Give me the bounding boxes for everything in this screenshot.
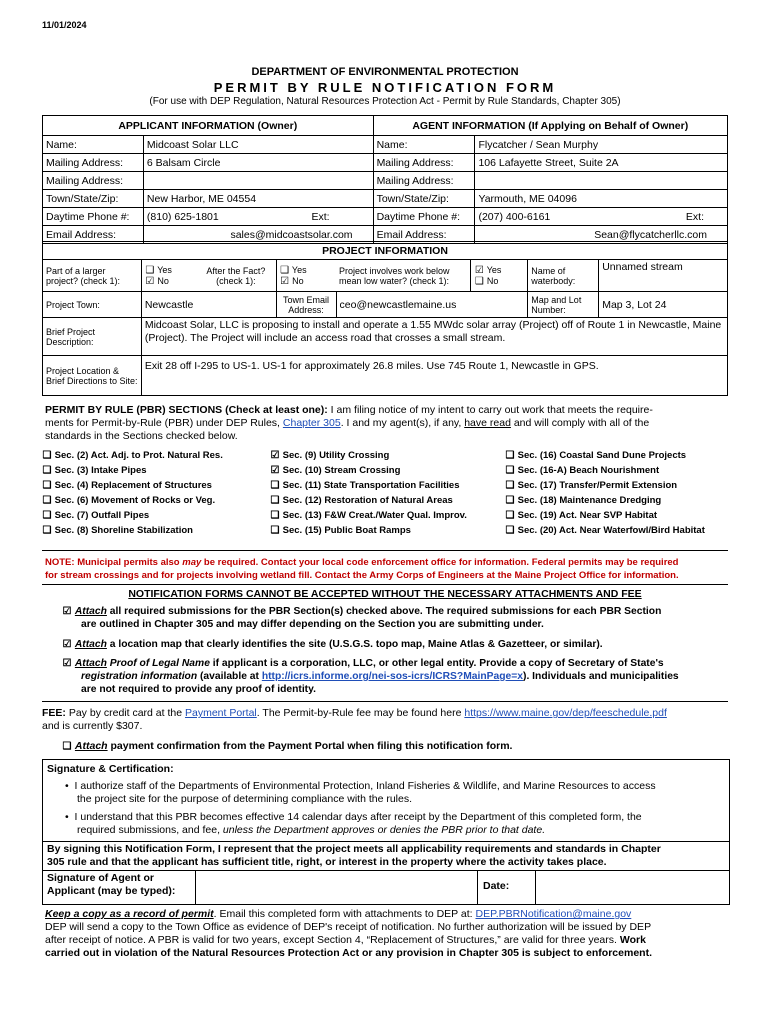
after-fact-options: [276, 260, 336, 292]
form-title: PERMIT BY RULE NOTIFICATION FORM: [213, 80, 557, 95]
agent-mailing-label: Mailing Address:: [373, 154, 475, 172]
after-no-checkbox[interactable]: ☑ No: [280, 275, 304, 287]
footer-text: Keep a copy as a record of permit. Email this completed form with attachments to DEP at: DEP.PBRNotification@maine.gov DEP will send a copy to the Town Office as evidence of DEP's receipt of notification. No further authorization will be issued by DEP after receipt of notice. A PBR is valid for two years, except Section 4, “Replacement of Structures,” are valid for three years. Work carried out in violation of the Natural Resources Protection Act or any provision in Chapter 305 is subject to enforcement.: [45, 908, 652, 959]
signature-field[interactable]: [196, 871, 476, 903]
agent-mailing2-label: Mailing Address:: [373, 172, 475, 190]
agent-ext-label: Ext:: [685, 210, 704, 223]
chapter-305-link[interactable]: Chapter 305: [282, 417, 341, 429]
agent-mailing2-field[interactable]: [475, 172, 728, 190]
location-field[interactable]: Exit 28 off I-295 to US-1. US-1 for approximately 26.8 miles. Use 745 Route 1, Newcastle in GPS.: [141, 356, 727, 396]
divider-fee: [42, 701, 728, 702]
sec-12-checkbox[interactable]: ❑ Sec. (12) Restoration of Natural Areas: [270, 495, 453, 506]
agent-email-label: Email Address:: [373, 226, 475, 244]
attach-item-2: ☑ Attach a location map that clearly identifies the site (U.S.G.S. topo map, Maine Atlas & Gazetteer, or similar).: [62, 639, 603, 650]
payment-portal-link[interactable]: Payment Portal: [184, 707, 257, 719]
sec-6-checkbox[interactable]: ❑ Sec. (6) Movement of Rocks or Veg.: [42, 495, 216, 506]
applicant-mailing-label: Mailing Address:: [43, 154, 144, 172]
applicant-mailing2-field[interactable]: [143, 172, 373, 190]
sos-registration-link[interactable]: http://icrs.informe.org/nei-sos-icrs/ICRS?MainPage=x: [261, 671, 524, 682]
after-yes-checkbox[interactable]: ❑ Yes: [280, 264, 307, 276]
pbr-heading: PERMIT BY RULE (PBR) SECTIONS (Check at least one):: [45, 404, 328, 416]
pbr-text2c: and will comply with all of the: [510, 417, 650, 429]
agent-phone-value: (207) 400-6161: [478, 210, 551, 223]
authorize-bullet: • I authorize staff of the Departments of Environmental Protection, Inland Fisheries & Wildlife, and Marine Resources to access the project site for the purpose of determining compliance with the rules.: [65, 780, 656, 805]
sec-7-checkbox[interactable]: ❑ Sec. (7) Outfall Pipes: [42, 510, 150, 521]
town-email-label: Town Email Address:: [276, 292, 336, 318]
have-read-text: have read: [464, 417, 511, 429]
pbr-text2a: ments for Permit-by-Rule (PBR) under DEP Rules,: [45, 417, 283, 429]
description-label: Brief Project Description:: [43, 318, 142, 356]
project-town-field[interactable]: Newcastle: [141, 292, 276, 318]
form-subtitle: (For use with DEP Regulation, Natural Resources Protection Act - Permit by Rule Standards, Chapter 305): [149, 96, 621, 107]
agent-name-label: Name:: [373, 136, 475, 154]
sec-18-checkbox[interactable]: ❑ Sec. (18) Maintenance Dredging: [505, 495, 662, 506]
attach-payment-item: ❑ Attach payment confirmation from the Payment Portal when filing this notification form.: [62, 740, 513, 752]
sec-3-checkbox[interactable]: ❑ Sec. (3) Intake Pipes: [42, 465, 147, 476]
signature-box: [42, 759, 730, 905]
divider-note-top: [42, 550, 728, 551]
project-town-label: Project Town:: [43, 292, 142, 318]
agent-heading: AGENT INFORMATION (If Applying on Behalf of Owner): [373, 116, 727, 136]
sec-2-checkbox[interactable]: ❑ Sec. (2) Act. Adj. to Prot. Natural Res.: [42, 450, 223, 461]
sec-8-checkbox[interactable]: ❑ Sec. (8) Shoreline Stabilization: [42, 525, 193, 536]
attach-item-3: ☑ Attach Proof of Legal Name if applicant is a corporation, LLC, or other legal entity. Provide a copy of Secretary of State's registration information (available at http://icrs.informe.org/nei-sos-icrs/ICRS?MainPage=x). Individuals and municipalities are not required to provide any proof of identity.: [62, 658, 679, 695]
map-lot-label: Map and Lot Number:: [528, 292, 599, 318]
sec-15-checkbox[interactable]: ❑ Sec. (15) Public Boat Ramps: [270, 525, 411, 536]
description-field[interactable]: Midcoast Solar, LLC is proposing to install and operate a 1.55 MWdc solar array (Project) off of Route 1 in Newcastle, Maine (Project). The Project will include an access road that crosses a small stream.: [141, 318, 727, 356]
municipal-note: NOTE: Municipal permits also may be required. Contact your local code enforcement office for information. Federal permits may be required for stream crossings and for projects involving wetland fill. Contact the Army Corps of Engineers at the Maine Project Office for information.: [45, 557, 679, 581]
attachments-heading: NOTIFICATION FORMS CANNOT BE ACCEPTED WITHOUT THE NECESSARY ATTACHMENTS AND FEE: [128, 588, 642, 600]
sec-13-checkbox[interactable]: ❑ Sec. (13) F&W Creat./Water Qual. Improv.: [270, 510, 467, 521]
applicant-mailing2-label: Mailing Address:: [43, 172, 144, 190]
larger-project-label: Part of a larger project? (check 1):: [43, 260, 142, 292]
agent-phone-field[interactable]: [475, 208, 728, 226]
applicant-heading: APPLICANT INFORMATION (Owner): [43, 116, 374, 136]
applicant-ext-label: Ext:: [311, 210, 330, 223]
attach-2-checkbox[interactable]: ☑: [62, 639, 72, 650]
applicant-town-label: Town/State/Zip:: [43, 190, 144, 208]
waterbody-field[interactable]: Unnamed stream: [599, 260, 728, 292]
applicant-phone-label: Daytime Phone #:: [43, 208, 144, 226]
pbr-text1: I am filing notice of my intent to carry out work that meets the require-: [327, 404, 653, 416]
town-email-field[interactable]: ceo@newcastlemaine.us: [336, 292, 528, 318]
sec-19-checkbox[interactable]: ❑ Sec. (19) Act. Near SVP Habitat: [505, 510, 658, 521]
larger-no-checkbox[interactable]: ☑ No: [145, 275, 169, 287]
agent-town-field[interactable]: Yarmouth, ME 04096: [475, 190, 728, 208]
understand-bullet: • I understand that this PBR becomes effective 14 calendar days after receipt by the Department of this completed form, the required submissions, and fee, unless the Department approves or denies the PBR prior to that date.: [65, 811, 642, 836]
project-heading: PROJECT INFORMATION: [43, 242, 728, 260]
keep-copy-text: Keep a copy as a record of permit: [45, 908, 214, 920]
applicant-name-field[interactable]: Midcoast Solar LLC: [143, 136, 373, 154]
sec-10-checkbox[interactable]: ☑ Sec. (10) Stream Crossing: [270, 465, 401, 476]
attach-1-checkbox[interactable]: ☑: [62, 606, 72, 617]
sec-20-checkbox[interactable]: ❑ Sec. (20) Act. Near Waterfowl/Bird Habitat: [505, 525, 705, 536]
lowwater-yes-checkbox[interactable]: ☑ Yes: [474, 264, 502, 276]
sec-16-checkbox[interactable]: ❑ Sec. (16) Coastal Sand Dune Projects: [505, 450, 687, 461]
agent-email-field[interactable]: Sean@flycatcherllc.com: [475, 226, 728, 244]
agent-phone-label: Daytime Phone #:: [373, 208, 475, 226]
divider-cert: [43, 841, 729, 842]
low-water-label: Project involves work below mean low water? (check 1):: [336, 260, 471, 292]
agent-name-field[interactable]: Flycatcher / Sean Murphy: [475, 136, 728, 154]
sec-17-checkbox[interactable]: ❑ Sec. (17) Transfer/Permit Extension: [505, 480, 678, 491]
waterbody-label: Name of waterbody:: [528, 260, 599, 292]
larger-project-options: [141, 260, 196, 292]
certification-text: By signing this Notification Form, I represent that the project meets all applicability requirements and standards in Chapter 305 rule and that the applicant has sufficient title, right, or interest in the property where the activity takes place.: [47, 843, 661, 868]
divider-note-bottom: [42, 584, 728, 585]
sec-9-checkbox[interactable]: ☑ Sec. (9) Utility Crossing: [270, 450, 390, 461]
pbr-text2b: . I and my agent(s), if any,: [340, 417, 465, 429]
after-fact-label: After the Fact? (check 1):: [196, 260, 276, 292]
larger-yes-checkbox[interactable]: ❑ Yes: [145, 264, 172, 276]
sec-11-checkbox[interactable]: ❑ Sec. (11) State Transportation Facilities: [270, 480, 460, 491]
applicant-town-field[interactable]: New Harbor, ME 04554: [143, 190, 373, 208]
date-field[interactable]: [536, 871, 728, 903]
applicant-email-label: Email Address:: [43, 226, 144, 244]
pbr-email-link[interactable]: DEP.PBRNotification@maine.gov: [475, 908, 632, 920]
attach-3-checkbox[interactable]: ☑: [62, 658, 72, 669]
lowwater-no-checkbox[interactable]: ❑ No: [474, 275, 499, 287]
sec-4-checkbox[interactable]: ❑ Sec. (4) Replacement of Structures: [42, 480, 212, 491]
agent-town-label: Town/State/Zip:: [373, 190, 475, 208]
pbr-text3: standards in the Sections checked below.: [45, 430, 238, 442]
department-heading: DEPARTMENT OF ENVIRONMENTAL PROTECTION: [251, 66, 519, 78]
map-lot-field[interactable]: Map 3, Lot 24: [599, 292, 728, 318]
project-table: [42, 241, 728, 396]
pbr-sections: [42, 450, 732, 542]
attach-payment-checkbox[interactable]: ❑: [62, 741, 72, 752]
form-date: 11/01/2024: [42, 20, 87, 30]
agent-mailing-field[interactable]: 106 Lafayette Street, Suite 2A: [475, 154, 728, 172]
attach-item-1: ☑ Attach all required submissions for the PBR Section(s) checked above. The required submissions for each PBR Section are outlined in Chapter 305 and may differ depending on the Section you are submitting under.: [62, 606, 662, 630]
sec-16a-checkbox[interactable]: ❑ Sec. (16-A) Beach Nourishment: [505, 465, 660, 476]
applicant-email-field[interactable]: sales@midcoastsolar.com: [143, 226, 373, 244]
low-water-options: [471, 260, 528, 292]
applicant-phone-field[interactable]: [143, 208, 373, 226]
date-label: Date:: [483, 880, 510, 892]
pbr-intro: [45, 404, 725, 443]
signature-heading: Signature & Certification:: [47, 763, 174, 775]
fee-section: FEE: Pay by credit card at the Payment Portal. The Permit-by-Rule fee may be found here https://www.maine.gov/dep/feeschedule.pdf and is currently $307.: [42, 707, 667, 732]
applicant-name-label: Name:: [43, 136, 144, 154]
fee-schedule-link[interactable]: https://www.maine.gov/dep/feeschedule.pdf: [464, 707, 667, 719]
info-table: [42, 115, 728, 244]
signature-label: Signature of Agent or Applicant (may be typed):: [47, 872, 176, 897]
applicant-mailing-field[interactable]: 6 Balsam Circle: [143, 154, 373, 172]
applicant-phone-value: (810) 625-1801: [146, 210, 219, 223]
location-label: Project Location & Brief Directions to Site:: [43, 356, 142, 396]
date-cell-divider-left: [477, 870, 478, 904]
